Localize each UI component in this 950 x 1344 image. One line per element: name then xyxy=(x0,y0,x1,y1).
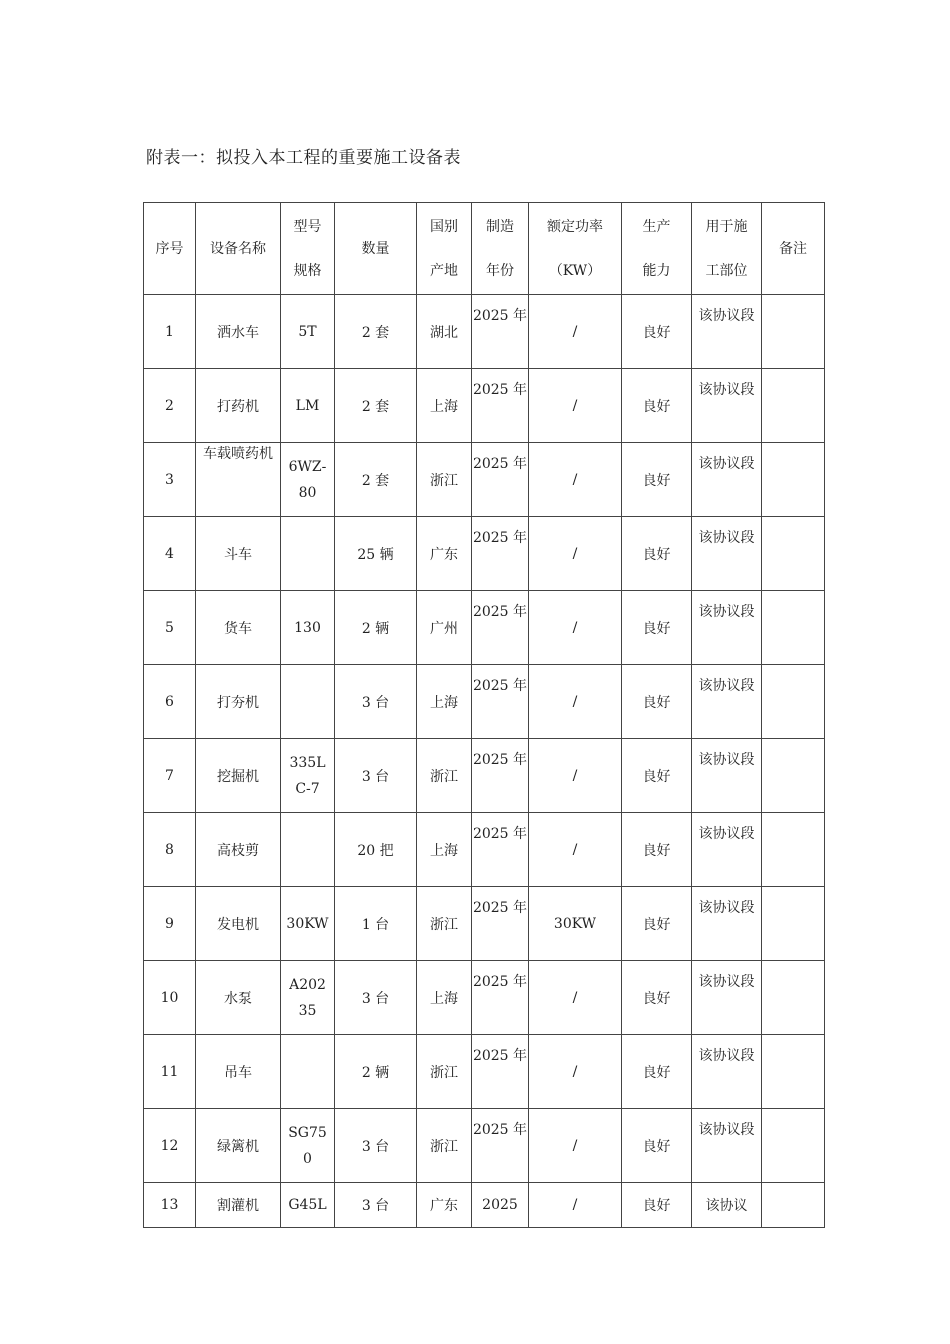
header-model: 型号 规格 xyxy=(281,203,335,295)
cell-usage: 该协议段 xyxy=(692,591,762,665)
cell-usage: 该协议段 xyxy=(692,1109,762,1183)
header-name: 设备名称 xyxy=(196,203,281,295)
cell-no: 13 xyxy=(144,1183,196,1228)
cell-usage: 该协议段 xyxy=(692,295,762,369)
cell-year: 2025 年 xyxy=(472,665,529,739)
table-row xyxy=(144,369,825,443)
header-no: 序号 xyxy=(144,203,196,295)
cell-model: 5T xyxy=(281,295,335,369)
cell-qty: 3 台 xyxy=(335,961,417,1035)
cell-usage: 该协议段 xyxy=(692,517,762,591)
cell-qty: 25 辆 xyxy=(335,517,417,591)
cell-name: 割灌机 xyxy=(196,1183,281,1228)
cell-power: 30KW xyxy=(529,887,622,961)
cell-qty: 2 辆 xyxy=(335,591,417,665)
cell-power: / xyxy=(529,961,622,1035)
cell-power: / xyxy=(529,1109,622,1183)
cell-no: 11 xyxy=(144,1035,196,1109)
header-usage: 用于施 工部位 xyxy=(692,203,762,295)
cell-year: 2025 年 xyxy=(472,591,529,665)
cell-model: SG750 xyxy=(281,1109,335,1183)
cell-origin: 浙江 xyxy=(417,739,472,813)
page-title: 附表一：拟投入本工程的重要施工设备表 xyxy=(146,148,461,168)
table-row xyxy=(144,517,825,591)
cell-qty: 2 套 xyxy=(335,295,417,369)
table-row xyxy=(144,739,825,813)
cell-power: / xyxy=(529,517,622,591)
cell-name: 水泵 xyxy=(196,961,281,1035)
cell-power: / xyxy=(529,591,622,665)
cell-no: 5 xyxy=(144,591,196,665)
cell-model: A20235 xyxy=(281,961,335,1035)
cell-usage: 该协议段 xyxy=(692,813,762,887)
cell-name: 斗车 xyxy=(196,517,281,591)
cell-no: 10 xyxy=(144,961,196,1035)
cell-capacity: 良好 xyxy=(622,961,692,1035)
cell-no: 4 xyxy=(144,517,196,591)
table-row xyxy=(144,665,825,739)
cell-origin: 浙江 xyxy=(417,443,472,517)
cell-name: 货车 xyxy=(196,591,281,665)
table-row xyxy=(144,591,825,665)
cell-capacity: 良好 xyxy=(622,813,692,887)
cell-model: 130 xyxy=(281,591,335,665)
cell-remark xyxy=(762,665,825,739)
cell-power: / xyxy=(529,1035,622,1109)
cell-remark xyxy=(762,443,825,517)
cell-name: 打药机 xyxy=(196,369,281,443)
cell-year: 2025 年 xyxy=(472,369,529,443)
cell-model xyxy=(281,813,335,887)
table-row xyxy=(144,887,825,961)
cell-usage: 该协议段 xyxy=(692,961,762,1035)
header-power: 额定功率 （KW） xyxy=(529,203,622,295)
table-row xyxy=(144,443,825,517)
cell-model: G45L xyxy=(281,1183,335,1228)
cell-capacity: 良好 xyxy=(622,1183,692,1228)
cell-capacity: 良好 xyxy=(622,591,692,665)
header-remark: 备注 xyxy=(762,203,825,295)
table-row xyxy=(144,1183,825,1228)
cell-year: 2025 年 xyxy=(472,813,529,887)
cell-qty: 20 把 xyxy=(335,813,417,887)
cell-year: 2025 年 xyxy=(472,1109,529,1183)
cell-qty: 3 台 xyxy=(335,739,417,813)
table-row xyxy=(144,295,825,369)
cell-capacity: 良好 xyxy=(622,1109,692,1183)
cell-origin: 上海 xyxy=(417,813,472,887)
cell-name: 挖掘机 xyxy=(196,739,281,813)
cell-origin: 浙江 xyxy=(417,887,472,961)
cell-remark xyxy=(762,591,825,665)
cell-name: 洒水车 xyxy=(196,295,281,369)
cell-name: 绿篱机 xyxy=(196,1109,281,1183)
cell-usage: 该协议段 xyxy=(692,887,762,961)
cell-remark xyxy=(762,517,825,591)
cell-no: 8 xyxy=(144,813,196,887)
header-origin: 国别 产地 xyxy=(417,203,472,295)
cell-capacity: 良好 xyxy=(622,1035,692,1109)
cell-origin: 上海 xyxy=(417,369,472,443)
cell-power: / xyxy=(529,443,622,517)
table-row xyxy=(144,813,825,887)
cell-remark xyxy=(762,887,825,961)
table-row xyxy=(144,1035,825,1109)
cell-year: 2025 年 xyxy=(472,739,529,813)
cell-year: 2025 年 xyxy=(472,295,529,369)
cell-usage: 该协议 xyxy=(692,1183,762,1228)
cell-power: / xyxy=(529,813,622,887)
cell-capacity: 良好 xyxy=(622,443,692,517)
cell-power: / xyxy=(529,665,622,739)
cell-year: 2025 年 xyxy=(472,443,529,517)
cell-power: / xyxy=(529,295,622,369)
cell-usage: 该协议段 xyxy=(692,665,762,739)
cell-power: / xyxy=(529,1183,622,1228)
cell-remark xyxy=(762,1035,825,1109)
cell-year: 2025 年 xyxy=(472,887,529,961)
cell-usage: 该协议段 xyxy=(692,443,762,517)
cell-origin: 浙江 xyxy=(417,1109,472,1183)
cell-no: 6 xyxy=(144,665,196,739)
cell-year: 2025 年 xyxy=(472,517,529,591)
cell-power: / xyxy=(529,369,622,443)
cell-no: 12 xyxy=(144,1109,196,1183)
table-header-row xyxy=(144,203,825,295)
cell-name: 高枝剪 xyxy=(196,813,281,887)
cell-remark xyxy=(762,295,825,369)
cell-name: 发电机 xyxy=(196,887,281,961)
cell-no: 1 xyxy=(144,295,196,369)
cell-capacity: 良好 xyxy=(622,369,692,443)
table-row xyxy=(144,1109,825,1183)
cell-qty: 2 套 xyxy=(335,443,417,517)
cell-qty: 1 台 xyxy=(335,887,417,961)
cell-no: 7 xyxy=(144,739,196,813)
cell-remark xyxy=(762,369,825,443)
cell-usage: 该协议段 xyxy=(692,369,762,443)
cell-usage: 该协议段 xyxy=(692,1035,762,1109)
cell-capacity: 良好 xyxy=(622,887,692,961)
cell-capacity: 良好 xyxy=(622,295,692,369)
cell-year: 2025 年 xyxy=(472,961,529,1035)
cell-model xyxy=(281,517,335,591)
header-year: 制造 年份 xyxy=(472,203,529,295)
cell-capacity: 良好 xyxy=(622,517,692,591)
cell-remark xyxy=(762,1109,825,1183)
cell-origin: 广东 xyxy=(417,1183,472,1228)
cell-origin: 上海 xyxy=(417,665,472,739)
cell-model: LM xyxy=(281,369,335,443)
cell-model: 30KW xyxy=(281,887,335,961)
cell-usage: 该协议段 xyxy=(692,739,762,813)
cell-power: / xyxy=(529,739,622,813)
cell-qty: 3 台 xyxy=(335,1183,417,1228)
cell-year: 2025 xyxy=(472,1183,529,1228)
cell-model xyxy=(281,665,335,739)
cell-no: 9 xyxy=(144,887,196,961)
cell-remark xyxy=(762,813,825,887)
header-qty: 数量 xyxy=(335,203,417,295)
cell-qty: 2 套 xyxy=(335,369,417,443)
cell-remark xyxy=(762,1183,825,1228)
cell-origin: 上海 xyxy=(417,961,472,1035)
cell-origin: 浙江 xyxy=(417,1035,472,1109)
cell-model: 6WZ-80 xyxy=(281,443,335,517)
cell-name: 车载喷药机 xyxy=(196,443,281,517)
cell-origin: 广东 xyxy=(417,517,472,591)
cell-no: 3 xyxy=(144,443,196,517)
cell-name: 打夯机 xyxy=(196,665,281,739)
cell-qty: 3 台 xyxy=(335,1109,417,1183)
cell-model: 335LC-7 xyxy=(281,739,335,813)
header-capacity: 生产 能力 xyxy=(622,203,692,295)
cell-origin: 湖北 xyxy=(417,295,472,369)
cell-capacity: 良好 xyxy=(622,739,692,813)
cell-year: 2025 年 xyxy=(472,1035,529,1109)
cell-qty: 2 辆 xyxy=(335,1035,417,1109)
cell-remark xyxy=(762,961,825,1035)
cell-remark xyxy=(762,739,825,813)
table-row xyxy=(144,961,825,1035)
cell-capacity: 良好 xyxy=(622,665,692,739)
cell-no: 2 xyxy=(144,369,196,443)
cell-qty: 3 台 xyxy=(335,665,417,739)
cell-model xyxy=(281,1035,335,1109)
cell-name: 吊车 xyxy=(196,1035,281,1109)
equipment-table xyxy=(143,202,825,1228)
cell-origin: 广州 xyxy=(417,591,472,665)
